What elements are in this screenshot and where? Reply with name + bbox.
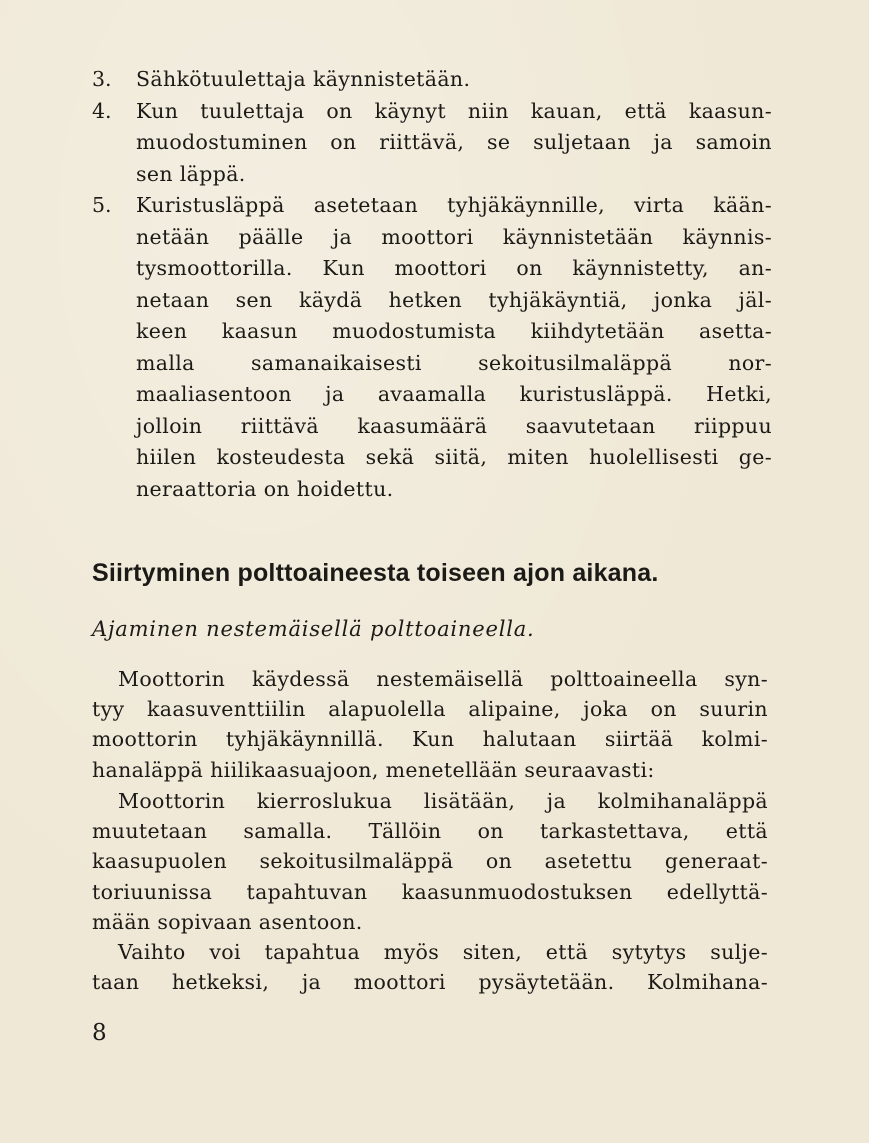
text-line: Kuristusläppä asetetaan tyhjäkäynnille, virta kään- xyxy=(136,193,772,217)
text-line: muodostuminen on riittävä, se suljetaan ja samoin xyxy=(136,130,772,154)
text-line: Kun tuulettaja on käynyt niin kauan, että kaasun- xyxy=(136,98,772,123)
list-item-text xyxy=(136,96,772,191)
list-item-number: 5. xyxy=(92,193,112,217)
paragraph xyxy=(92,786,768,937)
paragraph xyxy=(92,937,768,997)
text-line: neraattoria on hoidettu. xyxy=(136,476,394,501)
text-line: kaasupuolen sekoitusilmaläppä on asetettu generaat- xyxy=(92,849,768,874)
text-line: netään päälle ja moottori käynnistetään käynnis- xyxy=(136,224,772,249)
page-number: 8 xyxy=(92,1020,107,1046)
text-line: netaan sen käydä hetken tyhjäkäyntiä, jonka jäl- xyxy=(136,287,772,312)
section-heading: Siirtyminen polttoaineesta toiseen ajon aikana. xyxy=(92,559,659,587)
text-line: hanaläppä hiilikaasuajoon, menetellään seuraavasti: xyxy=(92,757,655,782)
numbered-list xyxy=(92,64,772,505)
paragraph xyxy=(92,664,768,785)
text-line: hiilen kosteudesta sekä siitä, miten huolellisesti ge- xyxy=(136,445,772,469)
text-line: Sähkötuulettaja käynnistetään. xyxy=(136,67,471,91)
text-line: Moottorin kierroslukua lisätään, ja kolmihanaläppä xyxy=(118,789,768,813)
text-line: sen läppä. xyxy=(136,161,246,186)
list-item-text xyxy=(136,190,772,505)
text-line: maaliasentoon ja avaamalla kuristusläppä. Hetki, xyxy=(136,382,772,406)
list-item xyxy=(92,190,772,505)
text-line: moottorin tyhjäkäynnillä. Kun halutaan siirtää kolmi- xyxy=(92,727,768,752)
text-line: taan hetkeksi, ja moottori pysäytetään. Kolmihana- xyxy=(92,970,768,995)
text-line: jolloin riittävä kaasumäärä saavutetaan riippuu xyxy=(136,413,772,438)
text-line: keen kaasun muodostumista kiihdytetään asetta- xyxy=(136,319,772,343)
section-subheading: Ajaminen nestemäisellä polttoaineella. xyxy=(92,617,535,641)
text-line: malla samanaikaisesti sekoitusilmaläppä nor- xyxy=(136,350,772,375)
text-line: toriuunissa tapahtuvan kaasunmuodostuksen edellyttä- xyxy=(92,879,768,904)
text-line: Moottorin käydessä nestemäisellä polttoaineella syn- xyxy=(118,667,768,691)
text-line: mään sopivaan asentoon. xyxy=(92,909,363,934)
list-item-number: 4. xyxy=(92,98,112,123)
text-line: muutetaan samalla. Tällöin on tarkastettava, että xyxy=(92,819,768,844)
text-line: tyy kaasuventtiilin alapuolella alipaine, joka on suurin xyxy=(92,697,768,722)
list-item-number: 3. xyxy=(92,67,112,91)
list-item xyxy=(92,64,772,96)
text-line: Vaihto voi tapahtua myös siten, että sytytys sulje- xyxy=(118,940,768,964)
text-line: tysmoottorilla. Kun moottori on käynnistetty, an- xyxy=(136,256,772,280)
list-item-text xyxy=(136,64,772,96)
list-item xyxy=(92,96,772,191)
